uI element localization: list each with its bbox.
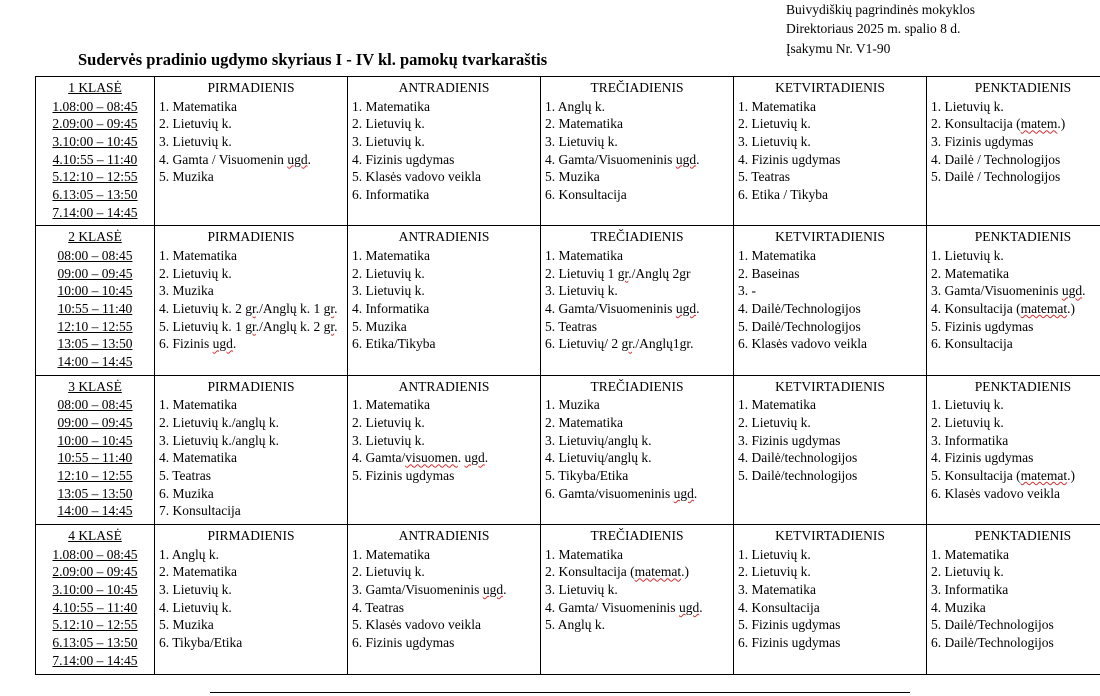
time-slot: 12:10 – 12:55 [57, 318, 133, 334]
lesson-item: 1. Matematika [352, 98, 430, 114]
lesson-item: 5. Muzika [159, 617, 214, 633]
lesson-item: 3. Matematika [738, 582, 816, 598]
time-slot: 09:00 – 09:45 [57, 265, 133, 281]
lesson-item: 6. Lietuvių/ 2 gr./Anglų1gr. [545, 336, 694, 352]
day-header: ANTRADIENIS [398, 229, 490, 245]
day-header: TREČIADIENIS [590, 528, 684, 544]
lesson-item: 4. Gamta / Visuomenin ugd. [159, 151, 311, 167]
lesson-item: 4. Dailė/technologijos [738, 450, 858, 466]
time-slot: 7.14:00 – 14:45 [52, 652, 138, 668]
lesson-item: 4. Fizinis ugdymas [738, 151, 841, 167]
day-header: KETVIRTADIENIS [775, 378, 885, 394]
day-header: KETVIRTADIENIS [775, 528, 885, 544]
lesson-item: 1. Anglų k. [159, 546, 220, 562]
lesson-item: 1. Matematika [738, 98, 816, 114]
day-header: PENKTADIENIS [974, 229, 1072, 245]
day-header: PENKTADIENIS [974, 80, 1072, 95]
lesson-item: 4. Fizinis ugdymas [352, 151, 455, 167]
lesson-item: 3. Lietuvių/anglų k. [545, 432, 652, 448]
time-slot: 13:05 – 13:50 [57, 336, 133, 352]
letterhead-line-1: Buivydiškių pagrindinės mokyklos [786, 2, 975, 17]
day-cell [541, 226, 734, 375]
lesson-item: 6. Etika/Tikyba [352, 336, 436, 352]
lesson-item: 1. Muzika [545, 397, 600, 413]
lesson-item: 6. Klasės vadovo veikla [738, 336, 867, 352]
time-slot: 10:00 – 10:45 [57, 432, 133, 448]
footer-rule [210, 692, 910, 693]
lesson-item: 6. Tikyba/Etika [159, 635, 243, 651]
lesson-item: 3. Gamta/Visuomeninis ugd. [931, 283, 1086, 299]
lesson-item: 4. Fizinis ugdymas [931, 450, 1034, 466]
lesson-item: 2. Lietuvių k. [738, 415, 811, 431]
lesson-item: 4. Informatika [352, 301, 430, 317]
table-row [36, 77, 1100, 226]
lesson-item: 1. Lietuvių k. [931, 397, 1004, 413]
day-cell [927, 77, 1100, 226]
class-label: 3 KLASĖ [68, 378, 122, 394]
lesson-item: 6. Fizinis ugdymas [352, 635, 455, 651]
day-cell [927, 525, 1100, 674]
lesson-item: 4. Gamta/Visuomeninis ugd. [545, 151, 700, 167]
time-slot: 14:00 – 14:45 [57, 503, 133, 519]
lesson-item: 5. Tikyba/Etika [545, 468, 629, 484]
time-slot: 10:55 – 11:40 [57, 450, 133, 466]
class-label: 4 KLASĖ [68, 528, 122, 544]
time-slot: 08:00 – 08:45 [57, 248, 133, 264]
lesson-item: 2. Lietuvių k. [352, 415, 425, 431]
lesson-item: 3. Informatika [931, 432, 1009, 448]
time-slot: 4.10:55 – 11:40 [52, 599, 138, 615]
lesson-item: 6. Klasės vadovo veikla [931, 485, 1060, 501]
lesson-item: 2. Lietuvių k. [738, 564, 811, 580]
lesson-item: 6. Etika / Tikyba [738, 187, 829, 203]
time-slot: 10:55 – 11:40 [57, 301, 133, 317]
day-cell [348, 77, 541, 226]
lesson-item: 5. Muzika [545, 169, 600, 185]
lesson-item: 5. Teatras [738, 169, 791, 185]
lesson-item: 6. Muzika [159, 485, 214, 501]
lesson-item: 1. Matematika [352, 397, 430, 413]
class-time-cell [36, 375, 155, 524]
lesson-item: 6. Konsultacija [545, 187, 627, 203]
table-row [36, 226, 1100, 375]
day-cell [541, 375, 734, 524]
table-row [36, 525, 1100, 674]
lesson-item: 3. - [738, 283, 756, 299]
class-time-cell [36, 525, 155, 674]
time-slot: 4.10:55 – 11:40 [52, 151, 138, 167]
lesson-item: 5. Konsultacija (matemat.) [931, 468, 1075, 484]
schedule-body [36, 77, 1100, 675]
lesson-item: 1. Matematika [738, 397, 816, 413]
lesson-item: 1. Lietuvių k. [931, 98, 1004, 114]
time-slot: 08:00 – 08:45 [57, 397, 133, 413]
time-slot: 5.12:10 – 12:55 [52, 617, 138, 633]
lesson-item: 3. Informatika [931, 582, 1009, 598]
lesson-item: 1. Matematika [352, 546, 430, 562]
lesson-item: 5. Anglų k. [545, 617, 606, 633]
lesson-item: 1. Matematika [545, 248, 623, 264]
time-slot: 1.08:00 – 08:45 [52, 546, 138, 562]
time-slot: 1.08:00 – 08:45 [52, 98, 138, 114]
day-cell [155, 226, 348, 375]
lesson-item: 2. Lietuvių k. [931, 415, 1004, 431]
lesson-item: 3. Lietuvių k. [738, 134, 811, 150]
time-slot: 6.13:05 – 13:50 [52, 187, 138, 203]
day-cell [927, 226, 1100, 375]
lesson-item: 4. Konsultacija (matemat.) [931, 301, 1075, 317]
lesson-item: 1. Matematika [738, 248, 816, 264]
letterhead-line-3: Įsakymu Nr. V1-90 [786, 40, 891, 56]
lesson-item: 5. Muzika [352, 318, 407, 334]
lesson-item: 2. Konsultacija (matemat.) [545, 564, 689, 580]
lesson-item: 2. Matematika [159, 564, 237, 580]
time-slot: 14:00 – 14:45 [57, 354, 133, 370]
lesson-item: 2. Matematika [545, 116, 623, 132]
schedule-table [35, 76, 1100, 675]
time-slot: 2.09:00 – 09:45 [52, 564, 138, 580]
lesson-item: 5. Teatras [545, 318, 598, 334]
class-label: 1 KLASĖ [68, 80, 122, 95]
day-cell [927, 375, 1100, 524]
lesson-item: 3. Lietuvių k. [545, 582, 618, 598]
lesson-item: 6. Dailė/Technologijos [931, 635, 1054, 651]
day-header: TREČIADIENIS [590, 80, 684, 95]
lesson-item: 3. Fizinis ugdymas [738, 432, 841, 448]
time-slot: 10:00 – 10:45 [57, 283, 133, 299]
lesson-item: 3. Lietuvių k. [159, 582, 232, 598]
day-cell [348, 375, 541, 524]
lesson-item: 5. Klasės vadovo veikla [352, 617, 481, 633]
day-header: PENKTADIENIS [974, 528, 1072, 544]
lesson-item: 5. Muzika [159, 169, 214, 185]
lesson-item: 3. Lietuvių k./anglų k. [159, 432, 279, 448]
lesson-item: 1. Matematika [159, 248, 237, 264]
day-cell [155, 525, 348, 674]
lesson-item: 2. Lietuvių k. [352, 564, 425, 580]
day-cell [155, 375, 348, 524]
day-header: PIRMADIENIS [207, 528, 295, 544]
lesson-item: 1. Matematika [159, 397, 237, 413]
time-slot: 3.10:00 – 10:45 [52, 134, 138, 150]
lesson-item: 3. Lietuvių k. [352, 134, 425, 150]
table-row [36, 375, 1100, 524]
lesson-item: 4. Matematika [159, 450, 237, 466]
lesson-item: 4. Dailė / Technologijos [931, 151, 1061, 167]
lesson-item: 4. Dailė/Technologijos [738, 301, 861, 317]
lesson-item: 5. Fizinis ugdymas [352, 468, 455, 484]
day-cell [155, 77, 348, 226]
lesson-item: 1. Lietuvių k. [738, 546, 811, 562]
time-slot: 2.09:00 – 09:45 [52, 116, 138, 132]
time-slot: 3.10:00 – 10:45 [52, 582, 138, 598]
lesson-item: 1. Lietuvių k. [931, 248, 1004, 264]
lesson-item: 6. Informatika [352, 187, 430, 203]
lesson-item: 2. Baseinas [738, 265, 800, 281]
lesson-item: 4. Gamta/ Visuomeninis ugd. [545, 599, 703, 615]
lesson-item: 4. Muzika [931, 599, 986, 615]
day-header: ANTRADIENIS [398, 378, 490, 394]
lesson-item: 4. Konsultacija [738, 599, 820, 615]
lesson-item: 5. Teatras [159, 468, 212, 484]
lesson-item: 4. Lietuvių/anglų k. [545, 450, 652, 466]
lesson-item: 2. Lietuvių k. [159, 116, 232, 132]
day-header: KETVIRTADIENIS [775, 80, 885, 95]
lesson-item: 3. Lietuvių k. [545, 134, 618, 150]
lesson-item: 6. Gamta/visuomeninis ugd. [545, 485, 698, 501]
day-cell [734, 375, 927, 524]
lesson-item: 2. Lietuvių k. [352, 265, 425, 281]
class-time-cell [36, 226, 155, 375]
page-title: Sudervės pradinio ugdymo skyriaus I - IV kl. pamokų tvarkaraštis [78, 50, 548, 69]
time-slot: 7.14:00 – 14:45 [52, 204, 138, 220]
lesson-item: 3. Lietuvių k. [352, 432, 425, 448]
lesson-item: 5. Lietuvių k. 1 gr./Anglų k. 2 gr. [159, 318, 338, 334]
lesson-item: 3. Gamta/Visuomeninis ugd. [352, 582, 507, 598]
day-cell [348, 226, 541, 375]
lesson-item: 5. Dailė/Technologijos [931, 617, 1054, 633]
day-cell [541, 77, 734, 226]
lesson-item: 1. Matematika [352, 248, 430, 264]
lesson-item: 3. Fizinis ugdymas [931, 134, 1034, 150]
lesson-item: 5. Dailė / Technologijos [931, 169, 1061, 185]
time-slot: 12:10 – 12:55 [57, 468, 133, 484]
lesson-item: 2. Konsultacija (matem.) [931, 116, 1066, 132]
lesson-item: 4. Gamta/Visuomeninis ugd. [545, 301, 700, 317]
lesson-item: 6. Fizinis ugd. [159, 336, 237, 352]
lesson-item: 2. Lietuvių k. [738, 116, 811, 132]
day-header: KETVIRTADIENIS [775, 229, 885, 245]
lesson-item: 4. Teatras [352, 599, 405, 615]
lesson-item: 4. Lietuvių k. 2 gr./Anglų k. 1 gr. [159, 301, 338, 317]
day-cell [734, 226, 927, 375]
letterhead-line-2: Direktoriaus 2025 m. spalio 8 d. [786, 21, 961, 37]
day-header: ANTRADIENIS [398, 528, 490, 544]
day-cell [541, 525, 734, 674]
lesson-item: 2. Matematika [931, 265, 1009, 281]
lesson-item: 7. Konsultacija [159, 503, 241, 519]
lesson-item: 6. Fizinis ugdymas [738, 635, 841, 651]
lesson-item: 5. Dailė/Technologijos [738, 318, 861, 334]
day-header: TREČIADIENIS [590, 229, 684, 245]
class-label: 2 KLASĖ [68, 229, 122, 245]
lesson-item: 2. Lietuvių 1 gr./Anglų 2gr [545, 265, 691, 281]
day-header: PIRMADIENIS [207, 80, 295, 95]
lesson-item: 6. Konsultacija [931, 336, 1013, 352]
lesson-item: 5. Fizinis ugdymas [931, 318, 1034, 334]
lesson-item: 4. Gamta/visuomen. ugd. [352, 450, 489, 466]
day-header: TREČIADIENIS [590, 378, 684, 394]
day-header: PIRMADIENIS [207, 378, 295, 394]
lesson-item: 3. Lietuvių k. [545, 283, 618, 299]
lesson-item: 1. Anglų k. [545, 98, 606, 114]
lesson-item: 4. Lietuvių k. [159, 599, 232, 615]
letterhead [786, 0, 1086, 58]
time-slot: 09:00 – 09:45 [57, 415, 133, 431]
day-cell [734, 77, 927, 226]
lesson-item: 2. Lietuvių k. [931, 564, 1004, 580]
lesson-item: 3. Muzika [159, 283, 214, 299]
day-cell [734, 525, 927, 674]
lesson-item: 1. Matematika [931, 546, 1009, 562]
lesson-item: 3. Lietuvių k. [159, 134, 232, 150]
time-slot: 13:05 – 13:50 [57, 485, 133, 501]
lesson-item: 5. Fizinis ugdymas [738, 617, 841, 633]
time-slot: 5.12:10 – 12:55 [52, 169, 138, 185]
lesson-item: 1. Matematika [159, 98, 237, 114]
lesson-item: 2. Lietuvių k. [159, 265, 232, 281]
time-slot: 6.13:05 – 13:50 [52, 635, 138, 651]
day-header: ANTRADIENIS [398, 80, 490, 95]
lesson-item: 2. Lietuvių k./anglų k. [159, 415, 279, 431]
lesson-item: 2. Matematika [545, 415, 623, 431]
day-cell [348, 525, 541, 674]
lesson-item: 5. Dailė/technologijos [738, 468, 858, 484]
lesson-item: 5. Klasės vadovo veikla [352, 169, 481, 185]
lesson-item: 3. Lietuvių k. [352, 283, 425, 299]
lesson-item: 1. Matematika [545, 546, 623, 562]
day-header: PIRMADIENIS [207, 229, 295, 245]
day-header: PENKTADIENIS [974, 378, 1072, 394]
class-time-cell [36, 77, 155, 226]
lesson-item: 2. Lietuvių k. [352, 116, 425, 132]
